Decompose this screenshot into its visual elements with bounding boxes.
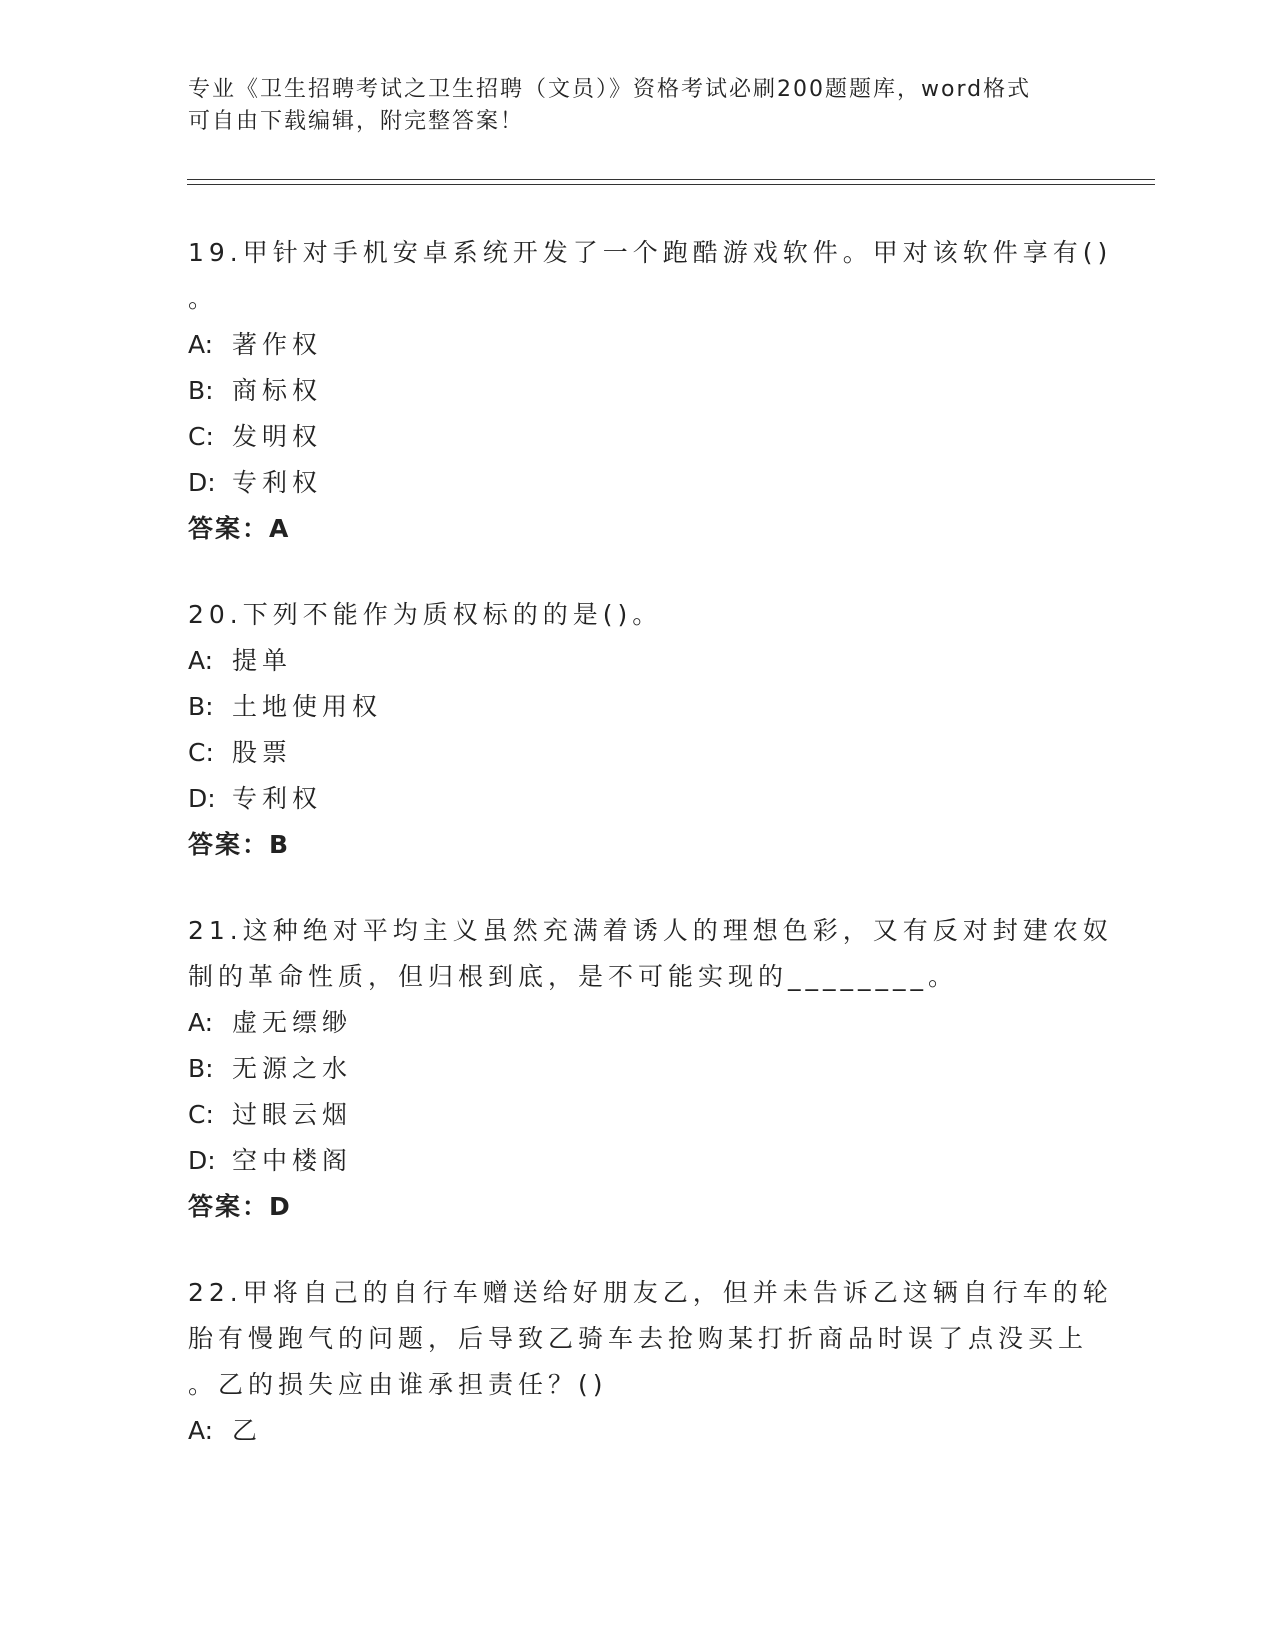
option-label: D: [188, 1146, 216, 1175]
option-a [188, 638, 1088, 684]
option-text: 过眼云烟 [232, 1100, 353, 1129]
question-stem: 制的革命性质，但归根到底，是不可能实现的________。 [188, 962, 959, 991]
option-label: A: [188, 1416, 214, 1445]
option-label: C: [188, 1100, 214, 1129]
question-stem: 。 [188, 284, 219, 313]
option-text: 乙 [232, 1416, 263, 1445]
option-label: D: [188, 784, 216, 813]
question-21 [188, 908, 1113, 1230]
option-a [188, 1408, 1088, 1454]
option-label: C: [188, 738, 214, 767]
option-text: 虚无缥缈 [232, 1008, 353, 1037]
header-divider-bottom [187, 184, 1155, 185]
header-line-1: 专业《卫生招聘考试之卫生招聘（文员）》资格考试必刷200题题库，word格式 [188, 77, 1032, 102]
answer-line: 答案：D [188, 1192, 292, 1221]
option-text: 空中楼阁 [232, 1146, 353, 1175]
question-stem: 胎有慢跑气的问题，后导致乙骑车去抢购某打折商品时误了点没买上 [188, 1324, 1089, 1353]
question-stem: 22.甲将自己的自行车赠送给好朋友乙，但并未告诉乙这辆自行车的轮 [188, 1278, 1113, 1307]
option-text: 土地使用权 [232, 692, 383, 721]
option-label: B: [188, 376, 214, 405]
option-text: 著作权 [232, 330, 323, 359]
answer-line: 答案：A [188, 514, 291, 543]
option-text: 股票 [232, 738, 293, 767]
option-d [188, 776, 1088, 822]
option-text: 专利权 [232, 468, 323, 497]
option-label: B: [188, 1054, 214, 1083]
option-label: B: [188, 692, 214, 721]
option-label: A: [188, 1008, 214, 1037]
option-a [188, 322, 1088, 368]
question-stem: 。乙的损失应由谁承担责任？() [188, 1370, 608, 1399]
option-text: 专利权 [232, 784, 323, 813]
question-stem: 20.下列不能作为质权标的的是()。 [188, 600, 663, 629]
option-d [188, 1138, 1088, 1184]
question-19 [188, 230, 1113, 552]
question-22 [188, 1270, 1113, 1454]
option-text: 商标权 [232, 376, 323, 405]
option-label: A: [188, 330, 214, 359]
option-d [188, 460, 1088, 506]
question-stem: 21.这种绝对平均主义虽然充满着诱人的理想色彩，又有反对封建农奴 [188, 916, 1113, 945]
option-c [188, 730, 1088, 776]
option-text: 无源之水 [232, 1054, 353, 1083]
option-c [188, 414, 1088, 460]
option-label: C: [188, 422, 214, 451]
page-header [188, 74, 1088, 138]
answer-line: 答案：B [188, 830, 291, 859]
option-b [188, 684, 1088, 730]
option-text: 发明权 [232, 422, 323, 451]
option-label: A: [188, 646, 214, 675]
option-b [188, 1046, 1088, 1092]
option-a [188, 1000, 1088, 1046]
question-list [188, 230, 1113, 1494]
question-stem: 19.甲针对手机安卓系统开发了一个跑酷游戏软件。甲对该软件享有() [188, 238, 1113, 267]
option-text: 提单 [232, 646, 293, 675]
header-line-2: 可自由下载编辑，附完整答案！ [188, 109, 525, 134]
header-divider-top [187, 179, 1155, 180]
option-label: D: [188, 468, 216, 497]
question-20 [188, 592, 1088, 868]
option-c [188, 1092, 1088, 1138]
option-b [188, 368, 1088, 414]
